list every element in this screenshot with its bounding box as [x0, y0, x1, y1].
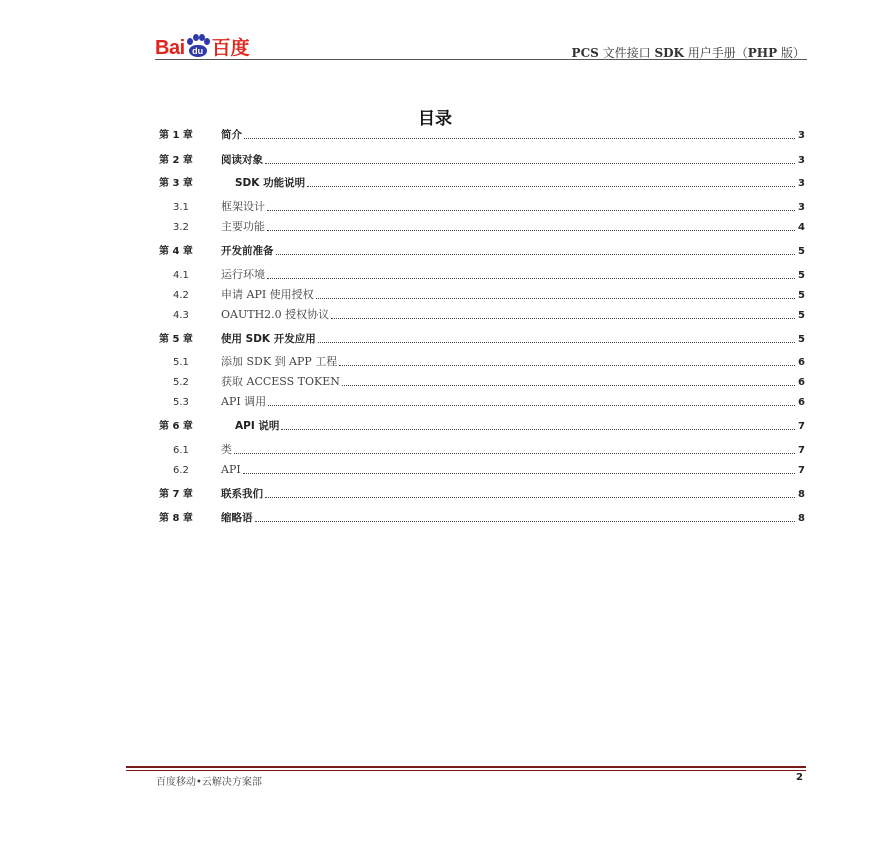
toc-entry-label: OAUTH2.0 授权协议: [221, 308, 330, 321]
toc-entry-page: 4: [798, 222, 805, 233]
toc-entry-label: 主要功能: [221, 220, 265, 233]
toc-entry-page: 7: [798, 465, 805, 476]
toc-entry-page: 5: [798, 270, 805, 281]
toc-section-entry[interactable]: [159, 443, 805, 457]
toc-dot-leader: [281, 428, 795, 430]
toc-entry-number: 6.1: [173, 445, 189, 456]
logo-paw-text: du: [189, 45, 207, 57]
toc-entry-page: 3: [798, 155, 805, 166]
footer-divider-thick: [126, 766, 806, 768]
toc-entry-page: 5: [798, 246, 805, 257]
logo-text-latin: Bai: [155, 37, 185, 59]
toc-entry-label: 开发前准备: [221, 245, 274, 257]
toc-entry-number: 4.1: [173, 270, 189, 281]
toc-entry-label: 联系我们: [221, 488, 263, 500]
toc-dot-leader: [243, 472, 795, 474]
toc-entry-number: 3.1: [173, 202, 189, 213]
toc-entry-label: 运行环境: [221, 268, 265, 281]
toc-entry-label: 添加 SDK 到 APP 工程: [221, 355, 338, 368]
toc-dot-leader: [318, 341, 795, 343]
toc-entry-number: 第 7 章: [159, 489, 193, 500]
toc-entry-page: 6: [798, 377, 805, 388]
logo-text-cn: 百度: [211, 37, 250, 59]
toc-entry-label: API 调用: [221, 395, 267, 408]
toc-dot-leader: [331, 317, 795, 319]
toc-dot-leader: [265, 162, 795, 164]
toc-entry-number: 第 3 章: [159, 178, 193, 189]
toc-chapter-entry[interactable]: [159, 176, 805, 190]
toc-entry-label: 框架设计: [221, 200, 265, 213]
toc-entry-page: 3: [798, 202, 805, 213]
toc-entry-label: 缩略语: [221, 512, 253, 524]
toc-entry-page: 7: [798, 421, 805, 432]
toc-entry-page: 8: [798, 513, 805, 524]
toc-entry-number: 第 1 章: [159, 130, 193, 141]
toc-section-entry[interactable]: [159, 308, 805, 322]
toc-chapter-entry[interactable]: [159, 332, 805, 346]
footer-department: 百度移动•云解决方案部: [156, 777, 262, 788]
toc-chapter-entry[interactable]: [159, 244, 805, 258]
toc-dot-leader: [265, 496, 795, 498]
toc-section-entry[interactable]: [159, 288, 805, 302]
baidu-logo: [155, 34, 250, 58]
document-title: PCS 文件接口 SDK 用户手册（PHP 版）: [571, 46, 805, 60]
toc-entry-page: 3: [798, 130, 805, 141]
toc-entry-label: API: [221, 463, 241, 476]
toc-entry-number: 第 8 章: [159, 513, 193, 524]
toc-entry-label: 简介: [221, 129, 242, 141]
toc-dot-leader: [276, 253, 796, 255]
toc-dot-leader: [339, 364, 795, 366]
toc-title: 目录: [418, 109, 452, 129]
toc-entry-label: API 说明: [235, 420, 280, 432]
toc-entry-page: 5: [798, 334, 805, 345]
toc-entry-page: 3: [798, 178, 805, 189]
toc-entry-label: 阅读对象: [221, 154, 263, 166]
toc-entry-number: 3.2: [173, 222, 189, 233]
toc-dot-leader: [255, 520, 796, 522]
toc-entry-label: 获取 ACCESS TOKEN: [221, 375, 340, 388]
toc-entry-number: 4.2: [173, 290, 189, 301]
paw-icon: [186, 34, 210, 58]
toc-dot-leader: [267, 229, 795, 231]
toc-dot-leader: [234, 452, 795, 454]
toc-section-entry[interactable]: [159, 375, 805, 389]
toc-dot-leader: [244, 137, 795, 139]
toc-entry-page: 8: [798, 489, 805, 500]
toc-chapter-entry[interactable]: [159, 128, 805, 142]
toc-entry-number: 第 5 章: [159, 334, 193, 345]
toc-entry-number: 6.2: [173, 465, 189, 476]
toc-entry-page: 5: [798, 290, 805, 301]
toc-chapter-entry[interactable]: [159, 511, 805, 525]
toc-entry-number: 5.3: [173, 397, 189, 408]
toc-entry-number: 第 4 章: [159, 246, 193, 257]
toc-dot-leader: [342, 384, 795, 386]
toc-section-entry[interactable]: [159, 463, 805, 477]
toc-entry-page: 7: [798, 445, 805, 456]
toc-entry-page: 6: [798, 357, 805, 368]
toc-section-entry[interactable]: [159, 268, 805, 282]
toc-chapter-entry[interactable]: [159, 153, 805, 167]
footer-divider-thin: [126, 770, 806, 771]
toc-chapter-entry[interactable]: [159, 487, 805, 501]
toc-section-entry[interactable]: [159, 395, 805, 409]
page-header: [155, 34, 805, 62]
toc-entry-page: 5: [798, 310, 805, 321]
toc-section-entry[interactable]: [159, 220, 805, 234]
toc-dot-leader: [316, 297, 795, 299]
toc-entry-label: 类: [221, 443, 232, 456]
toc-entry-number: 第 6 章: [159, 421, 193, 432]
toc-entry-label: 使用 SDK 开发应用: [221, 333, 316, 345]
toc-dot-leader: [267, 209, 795, 211]
header-divider: [155, 59, 807, 60]
toc-chapter-entry[interactable]: [159, 419, 805, 433]
toc-entry-number: 5.2: [173, 377, 189, 388]
toc-dot-leader: [267, 277, 795, 279]
toc-section-entry[interactable]: [159, 200, 805, 214]
toc-entry-label: SDK 功能说明: [235, 177, 306, 189]
toc-section-entry[interactable]: [159, 355, 805, 369]
toc-entry-number: 5.1: [173, 357, 189, 368]
toc-dot-leader: [307, 185, 795, 187]
toc-entry-page: 6: [798, 397, 805, 408]
toc-entry-label: 申请 API 使用授权: [221, 288, 314, 301]
toc-entry-number: 4.3: [173, 310, 189, 321]
footer-page-number: 2: [796, 772, 803, 783]
toc-dot-leader: [268, 404, 795, 406]
toc-entry-number: 第 2 章: [159, 155, 193, 166]
